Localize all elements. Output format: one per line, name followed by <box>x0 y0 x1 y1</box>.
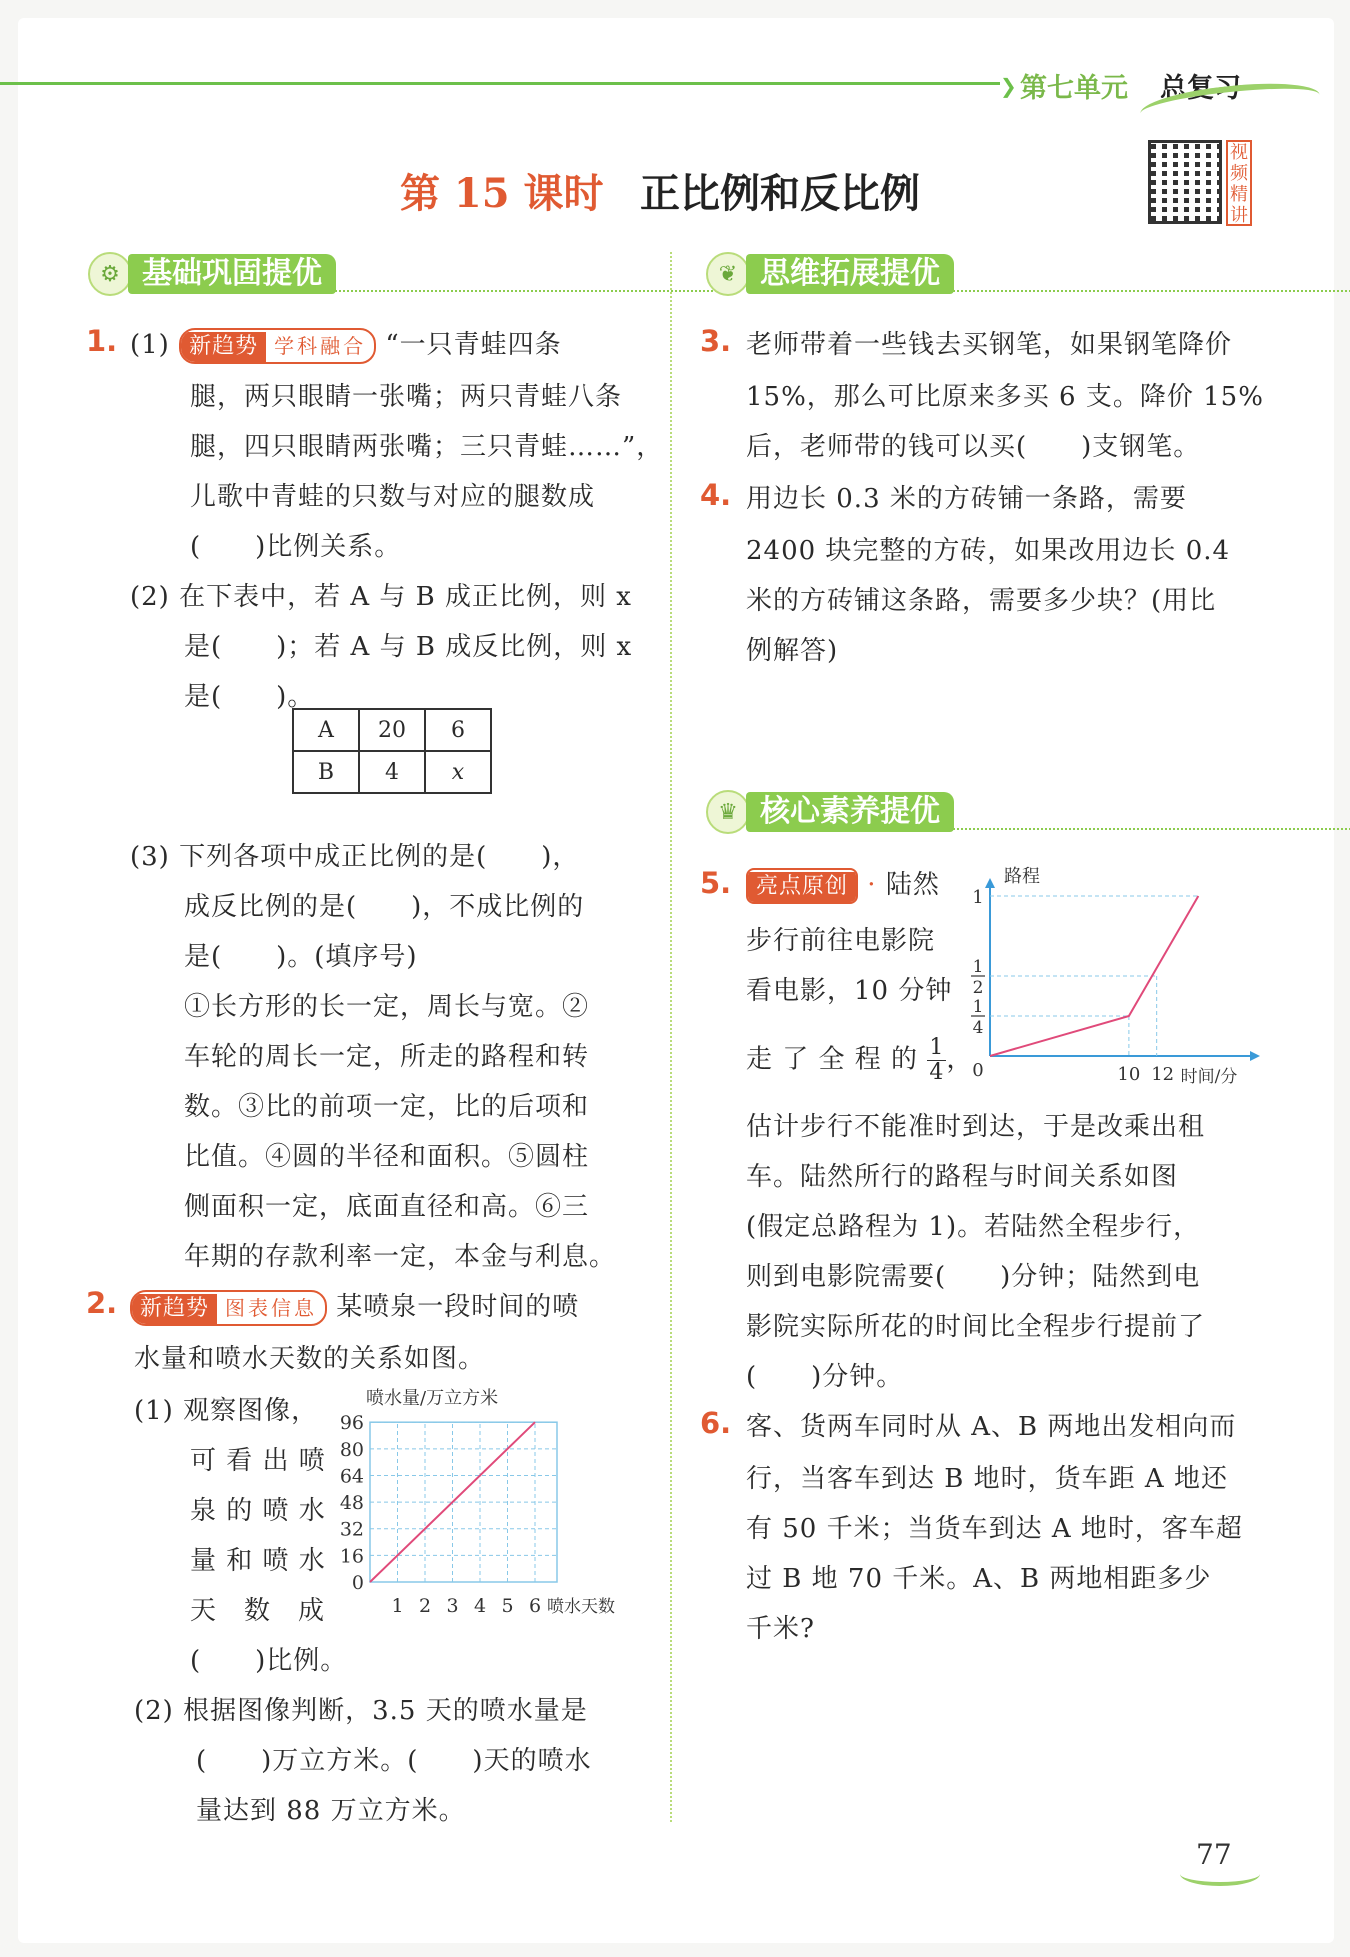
part-label: (1) <box>130 330 170 360</box>
fraction <box>927 1036 946 1085</box>
text-line: 数。③比的前项一定，比的后项和 <box>184 1092 590 1122</box>
x-axis-title: 时间/分 <box>1180 1067 1238 1087</box>
section-core-label: 核心素养提优 <box>746 792 954 832</box>
y-tick-label: 0 <box>351 1572 364 1594</box>
tag-primary: 新趋势 <box>181 332 266 362</box>
header-rule <box>0 82 1000 85</box>
y-tick-label: 80 <box>339 1438 364 1461</box>
text-line: (3) 下列各项中成正比例的是( )， <box>130 842 580 872</box>
text-line: 看电影，10 分钟 <box>746 976 953 1006</box>
x-tick-label: 4 <box>473 1595 487 1616</box>
section-thinking <box>706 252 954 296</box>
text-line: 可 看 出 喷 <box>190 1446 326 1476</box>
x-axis-title: 喷水天数 <box>547 1597 615 1616</box>
unit-label: 第七单元 <box>1020 73 1128 104</box>
ab-table <box>292 708 492 794</box>
text-line: 估计步行不能准时到达，于是改乘出租 <box>746 1112 1206 1142</box>
y-tick-label: 48 <box>339 1492 364 1515</box>
x-tick-label: 10 <box>1117 1064 1141 1085</box>
distance-time-chart <box>950 860 1270 1100</box>
y-tick-label: 96 <box>339 1412 364 1435</box>
text-line: 儿歌中青蛙的只数与对应的腿数成 <box>190 482 596 512</box>
question-number: 1. <box>86 324 118 358</box>
x-tick-label: 2 <box>418 1595 432 1616</box>
section-divider <box>906 290 1350 292</box>
text-line: 车轮的周长一定，所走的路程和转 <box>184 1042 590 1072</box>
text-line: 2400 块完整的方砖，如果改用边长 0.4 <box>746 536 1231 566</box>
text-line: (2) 在下表中，若 A 与 B 成正比例，则 x <box>130 582 632 612</box>
fraction-denominator: 4 <box>929 1060 945 1085</box>
swoosh-decoration <box>1180 1862 1260 1886</box>
question-number: 5. <box>700 866 732 900</box>
text-line: 车。陆然所行的路程与时间关系如图 <box>746 1162 1179 1192</box>
text-line: (2) 根据图像判断，3.5 天的喷水量是 <box>134 1696 588 1726</box>
qr-code-icon[interactable] <box>1148 140 1222 224</box>
y-tick-label: 32 <box>339 1518 364 1541</box>
tag-primary: 亮点原创 <box>748 872 856 902</box>
text-line: 步行前往电影院 <box>746 926 936 956</box>
text-line: 影院实际所花的时间比全程步行提前了 <box>746 1312 1206 1342</box>
table-cell: 20 <box>359 709 425 751</box>
text-line: 后，老师带的钱可以买( )支钢笔。 <box>746 432 1201 462</box>
text-line: ( )万立方米。( )天的喷水 <box>196 1746 592 1776</box>
gear-icon: ⚙ <box>88 252 132 296</box>
x-tick-label: 3 <box>446 1595 459 1616</box>
question-number: 6. <box>700 1406 732 1440</box>
y-tick-label: 1 <box>972 957 984 977</box>
y-axis-title: 路程 <box>1004 866 1040 887</box>
text-line <box>746 1036 973 1085</box>
x-tick-label: 6 <box>528 1595 542 1616</box>
fountain-chart <box>330 1386 660 1616</box>
lesson-number: 第 15 课时 <box>400 170 604 217</box>
text-line: 腿，两只眼睛一张嘴；两只青蛙八条 <box>190 382 623 412</box>
y-tick-label: 4 <box>972 1018 984 1038</box>
text-line: (假定总路程为 1)。若陆然全程步行， <box>746 1212 1201 1242</box>
text-line: 是( )。(填序号) <box>184 942 418 972</box>
question-number: 2. <box>86 1286 118 1320</box>
text-line: 侧面积一定，底面直径和高。⑥三 <box>184 1192 590 1222</box>
text-line: 老师带着一些钱去买钢笔，如果钢笔降价 <box>746 330 1233 360</box>
section-divider <box>906 828 1350 830</box>
text-line: 是( )。 <box>184 682 315 712</box>
table-row <box>293 709 491 751</box>
sprout-icon: ❦ <box>706 252 750 296</box>
text-line: “一只青蛙四条 <box>385 330 562 360</box>
text-line: 例解答) <box>746 636 839 666</box>
fraction-numerator: 1 <box>929 1035 945 1060</box>
leaf-icon: ❯ <box>1000 74 1017 98</box>
text-line: 某喷泉一段时间的喷 <box>336 1292 580 1322</box>
text-line: ( )分钟。 <box>746 1362 904 1392</box>
text-fragment: 走 了 全 程 的 <box>746 1044 919 1075</box>
text-line: 腿，四只眼睛两张嘴；三只青蛙……”， <box>190 432 664 462</box>
column-divider <box>670 252 672 1822</box>
text-line: 则到电影院需要( )分钟；陆然到电 <box>746 1262 1201 1292</box>
tag-secondary: 图表信息 <box>225 1296 318 1320</box>
x-tick-label: 12 <box>1151 1064 1175 1085</box>
text-line: 米的方砖铺这条路，需要多少块？(用比 <box>746 586 1217 616</box>
text-line: 比值。④圆的半径和面积。⑤圆柱 <box>184 1142 590 1172</box>
text-line: 千米? <box>746 1614 815 1644</box>
y-axis-arrow <box>985 878 995 888</box>
x-tick-label: 5 <box>501 1595 514 1616</box>
question-1-part1 <box>130 324 562 364</box>
question-number: 3. <box>700 324 732 358</box>
y-tick-label: 0 <box>972 1060 984 1081</box>
text-line: (1) 观察图像， <box>134 1396 319 1426</box>
tag-badge <box>179 328 376 364</box>
section-basic <box>88 252 336 296</box>
text-line: ①长方形的长一定，周长与宽。② <box>184 992 590 1022</box>
table-cell: x <box>425 751 491 793</box>
text-line: 陆然 <box>885 870 940 900</box>
table-cell: 6 <box>425 709 491 751</box>
table-cell: B <box>293 751 359 793</box>
y-tick-label: 64 <box>339 1465 364 1488</box>
section-basic-label: 基础巩固提优 <box>128 254 336 294</box>
table-cell: 4 <box>359 751 425 793</box>
tag-badge <box>130 1290 327 1326</box>
dot-icon: · <box>867 870 877 900</box>
text-line: 成反比例的是( )，不成比例的 <box>184 892 585 922</box>
text-line: 行，当客车到达 B 地时，货车距 A 地还 <box>746 1464 1228 1494</box>
x-tick-label: 1 <box>391 1595 404 1616</box>
text-line: ( )比例。 <box>190 1646 348 1676</box>
tag-primary: 新趋势 <box>132 1294 217 1324</box>
review-label: 总复习 <box>1160 73 1241 104</box>
x-axis-arrow <box>1250 1051 1260 1061</box>
text-line: 天 数 成 <box>190 1596 326 1626</box>
table-cell: A <box>293 709 359 751</box>
y-tick-label: 2 <box>972 978 984 998</box>
y-tick-label: 1 <box>972 997 984 1017</box>
tag-badge <box>746 868 858 904</box>
section-thinking-label: 思维拓展提优 <box>746 254 954 294</box>
text-line: 用边长 0.3 米的方砖铺一条路，需要 <box>746 484 1187 514</box>
question-5-intro <box>746 864 940 904</box>
text-fragment: ， <box>946 1044 974 1075</box>
text-line: 量 和 喷 水 <box>190 1546 326 1576</box>
text-line: 是( )；若 A 与 B 成反比例，则 x <box>184 632 633 662</box>
text-line: 过 B 地 70 千米。A、B 两地相距多少 <box>746 1564 1212 1594</box>
y-tick-label: 1 <box>972 887 984 908</box>
text-line: ( )比例关系。 <box>190 532 402 562</box>
trophy-icon: ♛ <box>706 790 750 834</box>
video-label: 视频精讲 <box>1226 140 1252 226</box>
page-number: 77 <box>1196 1838 1232 1871</box>
text-line: 客、货两车同时从 A、B 两地出发相向而 <box>746 1412 1237 1442</box>
text-line: 年期的存款利率一定，本金与利息。 <box>184 1242 617 1272</box>
text-line: 有 50 千米；当货车到达 A 地时，客车超 <box>746 1514 1243 1544</box>
section-core <box>706 790 954 834</box>
text-line: 水量和喷水天数的关系如图。 <box>134 1344 486 1374</box>
page-title: 正比例和反比例 <box>640 170 920 217</box>
section-divider <box>288 290 728 292</box>
question-number: 4. <box>700 478 732 512</box>
y-axis-title: 喷水量/万立方米 <box>366 1388 499 1409</box>
text-line: 泉 的 喷 水 <box>190 1496 326 1526</box>
y-tick-label: 16 <box>339 1545 364 1568</box>
question-2-intro <box>130 1286 579 1326</box>
table-row <box>293 751 491 793</box>
text-line: 15%，那么可比原来多买 6 支。降价 15% <box>746 382 1264 412</box>
text-line: 量达到 88 万立方米。 <box>196 1796 466 1826</box>
tag-secondary: 学科融合 <box>274 334 367 358</box>
